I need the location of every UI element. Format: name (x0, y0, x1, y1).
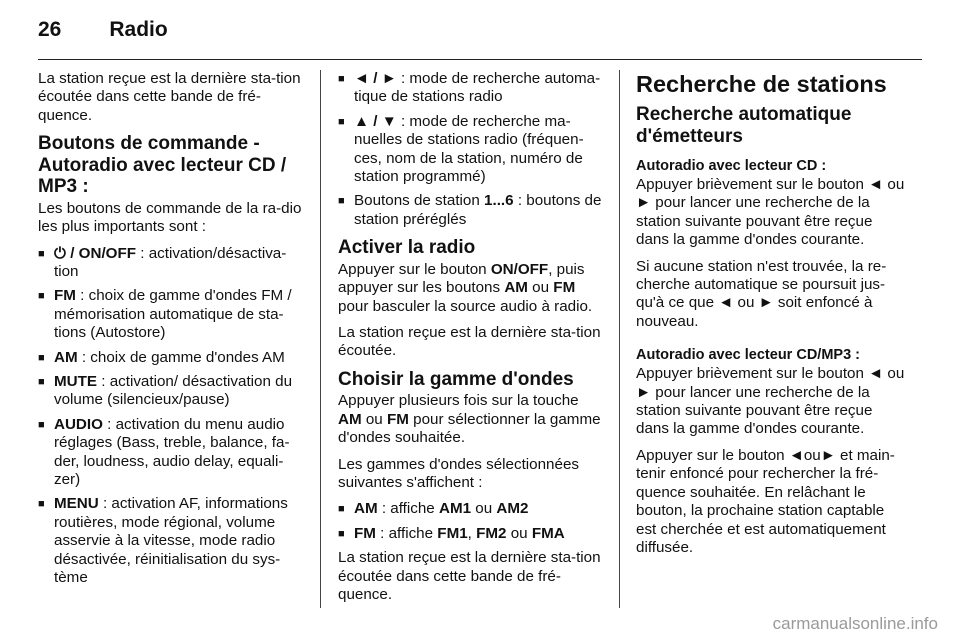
item-key: ◄ / ► (354, 70, 397, 87)
activate-radio-note: La station reçue est la dernière sta-tion écoutée. (338, 323, 601, 360)
item-text: : mode de recherche ma-nuelles de stations radio (fréquen-ces, nom de la station, numéro de station programmé) (354, 112, 584, 186)
item-key: MUTE (54, 372, 98, 390)
cd-paragraph-2: Si aucune station n'est trouvée, la re-cherche automatique se poursuit jus-qu'à ce que ◄ ou ► soit enfoncé à nouveau. (636, 257, 887, 330)
mp3-paragraph-2: Appuyer sur le bouton ◄ou► et main-tenir enfoncé pour rechercher la fré-quence souhaitée. En relâchant le bouton, la prochaine station captable est cherchée et est automatiquement diffusée. (636, 446, 895, 556)
list-item (38, 416, 306, 490)
search-buttons-list (338, 70, 606, 229)
item-key: ▲ / ▼ (354, 112, 397, 130)
header-rule (38, 59, 922, 60)
list-item (38, 373, 306, 410)
page-title: Radio (109, 18, 168, 41)
item-key: MENU (54, 495, 99, 513)
item-key: 1...6 (484, 192, 514, 210)
list-item (38, 349, 306, 367)
page-header (38, 18, 168, 50)
item-text: : activation AF, informations routières, mode régional, volume asservie à la vitesse, mode radio désactivée, réinitialisation du sys-tème (54, 495, 288, 587)
activate-radio-paragraph: Appuyer sur le bouton ON/OFF, puis appuyer sur les boutons AM ou FM pour basculer la source audio à radio. (338, 260, 593, 315)
list-item (338, 192, 606, 229)
item-text: : choix de gamme d'ondes AM (77, 348, 285, 366)
item-text: : activation/désactiva-tion (54, 244, 287, 280)
item-text: : mode de recherche automa-tique de stations radio (354, 70, 601, 106)
intro-paragraph: La station reçue est la dernière sta-tion écoutée dans cette bande de fré-quence. (38, 70, 301, 124)
list-item: ■ AM : affiche AM1 ou AM2 (338, 500, 606, 518)
activate-radio-heading: Activer la radio (338, 237, 476, 259)
band-paragraph: Appuyer plusieurs fois sur la touche AM ou FM pour sélectionner la gamme d'ondes souhaitée. (338, 392, 601, 447)
list-item (38, 495, 306, 587)
column-1 (38, 70, 306, 593)
list-item (338, 70, 606, 107)
item-key: AUDIO (54, 415, 103, 433)
band-list-lead: Les gammes d'ondes sélectionnées suivantes s'affichent : (338, 455, 579, 491)
list-item (38, 245, 306, 282)
page-number: 26 (38, 18, 62, 41)
item-text: Boutons de station (354, 192, 485, 210)
controls-heading: Boutons de commande - Autoradio avec lecteur CD / MP3 : (38, 133, 287, 198)
column-2 (338, 70, 606, 612)
column-divider-2 (619, 70, 620, 608)
item-key: AM (54, 348, 78, 366)
mp3-paragraph-1: Appuyer brièvement sur le bouton ◄ ou ► pour lancer une recherche de la station suivante pouvant être reçue dans la gamme d'ondes courante. (636, 365, 905, 438)
item-key: FM (54, 287, 76, 305)
list-item (38, 287, 306, 342)
controls-lead: Les boutons de commande de la ra-dio les plus importants sont : (38, 199, 302, 236)
band-list (338, 500, 606, 543)
section-title: Recherche de stations (636, 71, 887, 97)
controls-list (38, 245, 306, 588)
column-3 (636, 70, 906, 565)
band-note: La station reçue est la dernière sta-tion écoutée dans cette bande de fré-quence. (338, 549, 601, 603)
list-item (338, 113, 606, 187)
watermark: carmanualsonline.info (772, 614, 938, 633)
cd-paragraph-1: Appuyer brièvement sur le bouton ◄ ou ► pour lancer une recherche de la station suivante pouvant être reçue dans la gamme d'ondes courante. (636, 176, 905, 249)
item-key: ⏻ / ON/OFF (54, 244, 137, 262)
section-subtitle: Recherche automatique d'émetteurs (636, 104, 852, 147)
cd-label: Autoradio avec lecteur CD : (636, 158, 827, 174)
item-text: : choix de gamme d'ondes FM / mémorisation automatique de sta-tions (Autostore) (54, 287, 292, 342)
band-heading: Choisir la gamme d'ondes (338, 368, 574, 390)
item-text: : boutons de station préréglés (354, 192, 602, 228)
list-item: ■ FM : affiche FM1, FM2 ou FMA (338, 525, 606, 543)
mp3-label: Autoradio avec lecteur CD/MP3 : (636, 347, 860, 364)
column-divider-1 (320, 70, 321, 608)
item-text: : activation du menu audio réglages (Bass, treble, balance, fa-der, loudness, audio delay, equali-zer) (54, 415, 290, 488)
item-text: : activation/ désactivation du volume (silencieux/pause) (54, 372, 293, 409)
